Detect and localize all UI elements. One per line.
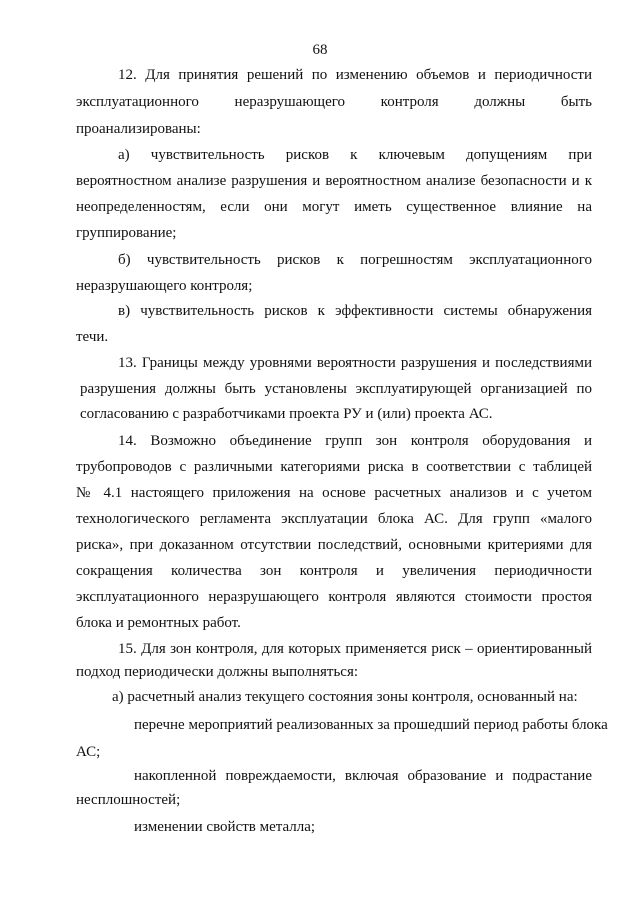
text-line: группирование; (76, 225, 177, 241)
text-line: блока и ремонтных работ. (76, 615, 241, 631)
text-line: неопределенностям, если они могут иметь существенное влияние на (76, 199, 592, 215)
text-line: трубопроводов с различными категориями риска в соответствии с таблицей (76, 459, 592, 475)
text-line: 14. Возможно объединение групп зон контроля оборудования и (118, 433, 592, 449)
text-line: неразрушающего контроля; (76, 278, 253, 294)
text-line: 15. Для зон контроля, для которых применяется риск – ориентированный (118, 641, 592, 657)
text-line: проанализированы: (76, 121, 201, 137)
text-line: в) чувствительность рисков к эффективности системы обнаружения (118, 303, 592, 319)
text-line: 13. Границы между уровнями вероятности разрушения и последствиями (118, 355, 592, 371)
text-line: № 4.1 настоящего приложения на основе расчетных анализов и с учетом (76, 485, 592, 501)
text-line: АС; (76, 744, 101, 760)
text-line: вероятностном анализе разрушения и вероятностном анализе безопасности и к (76, 173, 592, 189)
text-line: накопленной повреждаемости, включая образование и подрастание (134, 768, 592, 784)
text-line: 12. Для принятия решений по изменению объемов и периодичности (118, 67, 592, 83)
text-line: изменении свойств металла; (134, 819, 316, 835)
text-line: риска», при доказанном отсутствии последствий, основными критериями для (76, 537, 592, 553)
text-line: разрушения должны быть установлены эксплуатирующей организацией по (80, 381, 592, 397)
text-line: согласованию с разработчиками проекта РУ и (или) проекта АС. (80, 406, 493, 422)
text-line: несплошностей; (76, 792, 181, 808)
page-number: 68 (312, 42, 328, 58)
text-line: технологического регламента эксплуатации блока АС. Для групп «малого (76, 511, 592, 527)
text-line: б) чувствительность рисков к погрешностям эксплуатационного (118, 252, 592, 268)
text-line: а) расчетный анализ текущего состояния зоны контроля, основанный на: (112, 689, 578, 705)
text-line: сокращения количества зон контроля и увеличения периодичности (76, 563, 592, 579)
text-line: течи. (76, 329, 109, 345)
text-line: а) чувствительность рисков к ключевым допущениям при (118, 147, 592, 163)
text-line: перечне мероприятий реализованных за прошедший период работы блока (134, 717, 608, 733)
text-line: эксплуатационного неразрушающего контроля должны быть (76, 94, 592, 110)
text-line: эксплуатационного неразрушающего контроля являются стоимости простоя (76, 589, 592, 605)
text-line: подход периодически должны выполняться: (76, 664, 359, 680)
